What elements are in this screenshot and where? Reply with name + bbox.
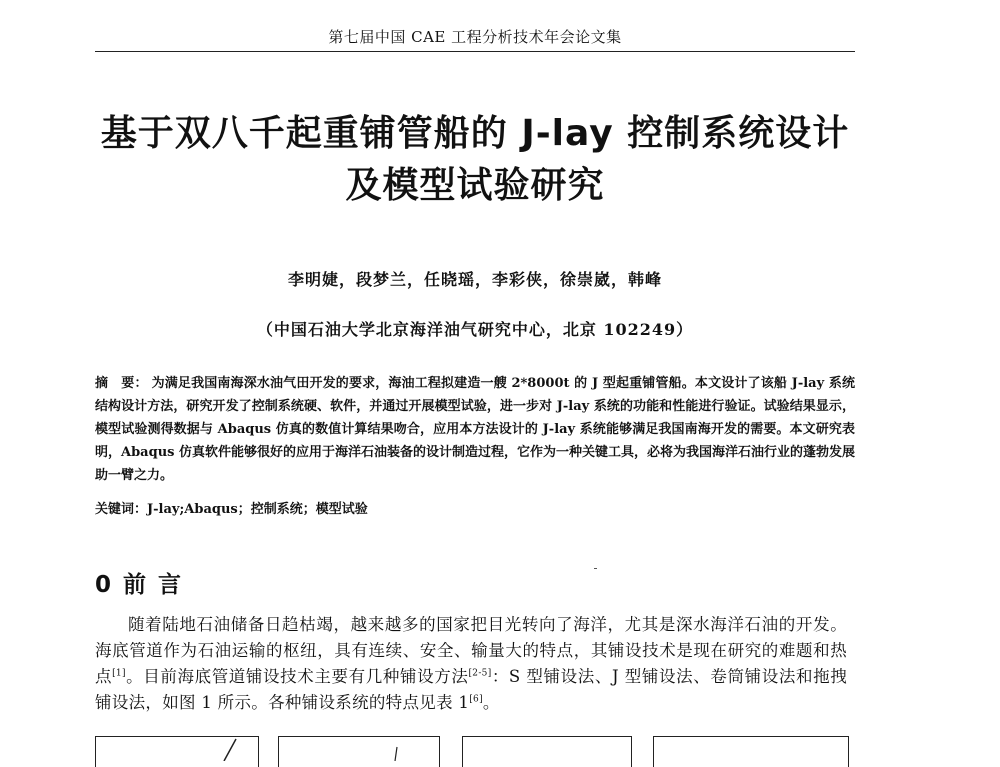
header-rule xyxy=(95,51,855,52)
author-list: 李明婕，段梦兰，任晓瑶，李彩侠，徐崇崴，韩峰 xyxy=(287,270,662,289)
figure-panel-b-sketch xyxy=(279,737,439,761)
citation-3[interactable]: [6] xyxy=(469,694,483,705)
intro-paragraph xyxy=(95,612,847,716)
stinger-line xyxy=(395,747,397,761)
running-header: 第七届中国 CAE 工程分析技术年会论文集 xyxy=(328,28,622,46)
figure-panel-b xyxy=(278,736,440,767)
keywords-text: J-lay;Abaqus；控制系统；模型试验 xyxy=(147,502,368,517)
figure-panel-c xyxy=(462,736,632,767)
intro-text-1: 随着陆地石油储备日趋枯竭，越来越多的国家把目光转向了海洋，尤其是深水海洋石油的开发。海底管道作为石油运输的枢纽，具有连续、安全、输量大的特点，其铺设技术是现在研究的难题和热点 xyxy=(95,615,847,686)
figure-panel-a-sketch xyxy=(96,737,258,761)
abstract-label: 摘 要： xyxy=(95,376,148,391)
section-heading: 0 前 言 xyxy=(95,572,184,598)
affiliation: （中国石油大学北京海洋油气研究中心，北京 102249） xyxy=(256,320,694,339)
abstract xyxy=(95,372,855,487)
abstract-text: 为满足我国南海深水油气田开发的要求，海油工程拟建造一艘 2*8000t 的 J 型起重铺管船。本文设计了该船 J-lay 系统结构设计方法，研究开发了控制系统硬、软件，并通过开展模型试验，进一步对 J-lay 系统的功能和性能进行验证。试验结果显示，模型试验测得数据与 Abaqus 仿真的数值计算结果吻合，应用本方法设计的 J-lay 系统能够满足我国南海开发的需要。本文研究表明，Abaqus 仿真软件能够很好的应用于海洋石油装备的设计制造过程，它作为一种关键工具，必将为我国海洋石油行业的蓬勃发展助一臂之力。 xyxy=(95,376,855,483)
scan-speck xyxy=(594,568,597,569)
citation-2[interactable]: [2-5] xyxy=(468,668,492,679)
citation-1[interactable]: [1] xyxy=(112,668,126,679)
figure-1-panels xyxy=(0,736,1000,760)
intro-text-4: 。 xyxy=(482,693,500,712)
intro-text-2: 。目前海底管道铺设技术主要有几种铺设方法 xyxy=(125,667,469,686)
keywords xyxy=(95,500,855,520)
keywords-label: 关键词： xyxy=(95,502,148,517)
intro-text-3: ：S 型铺设法、J 型铺设法、卷筒铺设法和拖拽铺设法，如图 1 所示。各种铺设系统的特点见表 1 xyxy=(95,667,847,712)
figure-panel-d xyxy=(653,736,849,767)
laying-tower-line xyxy=(224,739,236,761)
paper-title: 基于双八千起重铺管船的 J-lay 控制系统设计及模型试验研究 xyxy=(100,113,850,206)
figure-panel-a xyxy=(95,736,259,767)
